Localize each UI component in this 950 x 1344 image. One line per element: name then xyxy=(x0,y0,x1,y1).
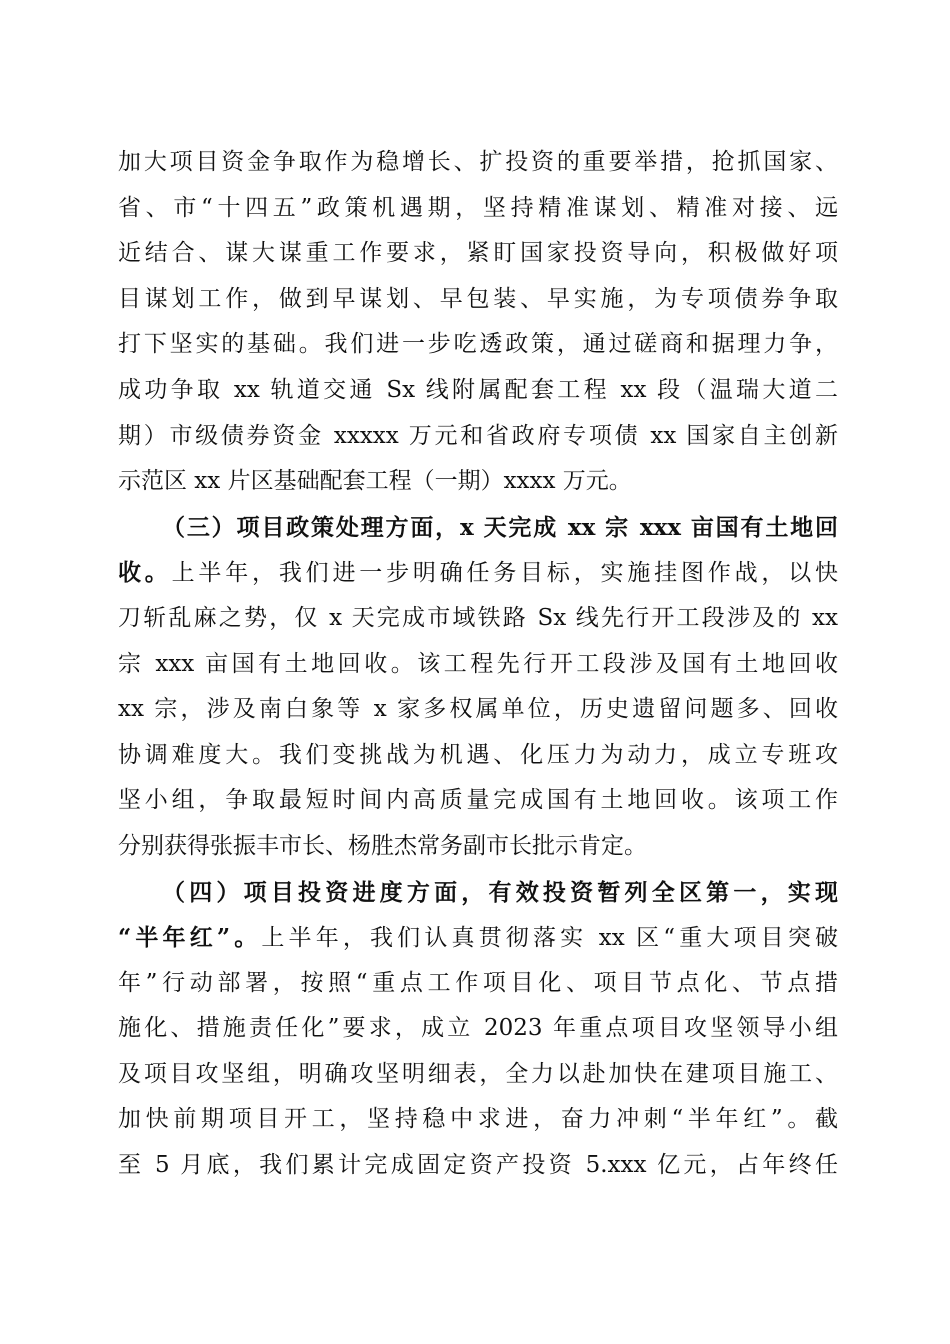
text-run: xx 宗，涉及南白象等 x 家多权属单位，历史遗留问题多、回收 xyxy=(118,696,838,723)
text-line xyxy=(118,1052,838,1098)
document-body xyxy=(118,140,838,1189)
section-heading-line xyxy=(118,505,838,551)
section-heading: “半年红”。 xyxy=(118,924,262,952)
text-run: 及项目攻坚组，明确攻坚明细表，全力以赴加快在建项目施工、 xyxy=(118,1060,838,1087)
text-line xyxy=(118,140,838,186)
text-line xyxy=(118,322,838,368)
text-line xyxy=(118,368,838,414)
text-run: 施化、措施责任化”要求，成立 2023 年重点项目攻坚领导小组 xyxy=(118,1015,838,1042)
text-line xyxy=(118,1097,838,1143)
text-run: 成功争取 xx 轨道交通 Sx 线附属配套工程 xx 段（温瑞大道二 xyxy=(118,376,838,403)
section-heading: 收。 xyxy=(118,559,172,587)
text-run: 上半年，我们认真贯彻落实 xx 区“重大项目突破 xyxy=(261,925,838,952)
text-line xyxy=(118,824,838,870)
text-line xyxy=(118,733,838,779)
text-line xyxy=(118,687,838,733)
text-line xyxy=(118,961,838,1007)
text-run: 分别获得张振丰市长、杨胜杰常务副市长批示肯定。 xyxy=(118,832,647,859)
text-line xyxy=(118,1006,838,1052)
text-run: 上半年，我们进一步明确任务目标，实施挂图作战，以快 xyxy=(171,560,838,587)
text-run: 近结合、谋大谋重工作要求，紧盯国家投资导向，积极做好项 xyxy=(118,240,838,267)
paragraph-funding xyxy=(118,140,838,505)
text-run: 坚小组，争取最短时间内高质量完成国有土地回收。该项工作 xyxy=(118,787,838,814)
text-run: 加大项目资金争取作为稳增长、扩投资的重要举措，抢抓国家、 xyxy=(118,149,838,175)
text-run: 协调难度大。我们变挑战为机遇、化压力为动力，成立专班攻 xyxy=(118,741,838,768)
text-run: 省、市“十四五”政策机遇期，坚持精准谋划、精准对接、远 xyxy=(118,194,838,221)
text-run: 打下坚实的基础。我们进一步吃透政策，通过磋商和据理力争， xyxy=(118,331,838,358)
text-line xyxy=(118,915,838,961)
text-line xyxy=(118,642,838,688)
text-line xyxy=(118,1143,838,1189)
paragraph-policy-handling xyxy=(118,505,838,870)
paragraph-investment-progress xyxy=(118,870,838,1189)
section-heading: （四）项目投资进度方面，有效投资暂列全区第一，实现 xyxy=(162,878,838,906)
text-run: 加快前期项目开工，坚持稳中求进，奋力冲刺“半年红”。截 xyxy=(118,1106,838,1133)
text-run: 目谋划工作，做到早谋划、早包装、早实施，为专项债券争取 xyxy=(118,285,838,312)
text-line xyxy=(118,186,838,232)
text-line xyxy=(118,414,838,460)
text-line xyxy=(118,459,838,505)
section-heading: （三）项目政策处理方面，x 天完成 xx 宗 xxx 亩国有土地回 xyxy=(162,513,838,541)
section-heading-line xyxy=(118,870,838,916)
text-run: 宗 xxx 亩国有土地回收。该工程先行开工段涉及国有土地回收 xyxy=(118,650,838,677)
text-run: 至 5 月底，我们累计完成固定资产投资 5.xxx 亿元，占年终任 xyxy=(118,1152,838,1179)
text-run: 期）市级债券资金 xxxxx 万元和省政府专项债 xx 国家自主创新 xyxy=(118,422,838,449)
text-line xyxy=(118,778,838,824)
text-run: 示范区 xx 片区基础配套工程（一期）xxxx 万元。 xyxy=(118,468,632,495)
text-line xyxy=(118,596,838,642)
text-line xyxy=(118,550,838,596)
text-line xyxy=(118,231,838,277)
text-run: 刀斩乱麻之势，仅 x 天完成市域铁路 Sx 线先行开工段涉及的 xx xyxy=(118,604,838,631)
text-run: 年”行动部署，按照“重点工作项目化、项目节点化、节点措 xyxy=(118,969,838,996)
text-line xyxy=(118,277,838,323)
